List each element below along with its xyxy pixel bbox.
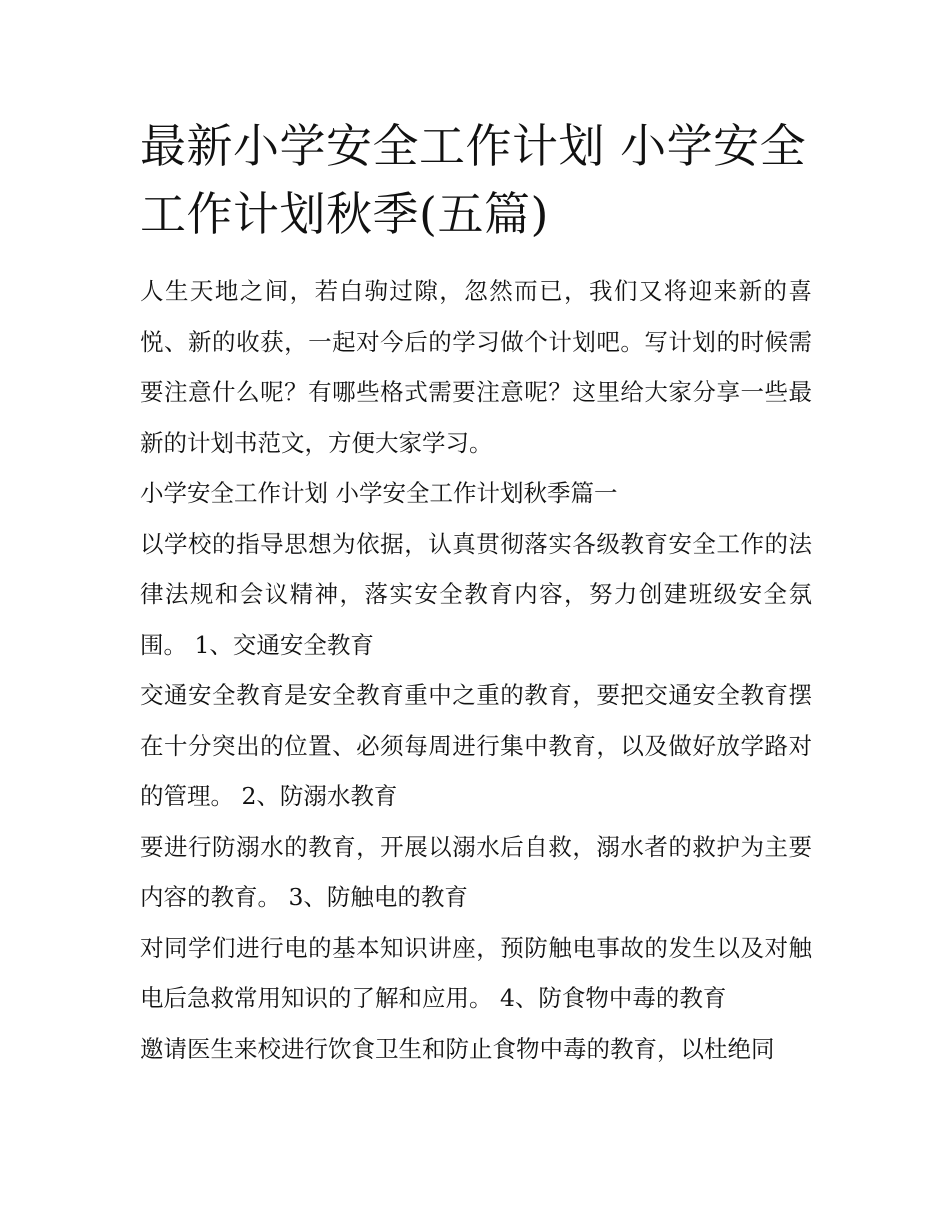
intro-paragraph: 人生天地之间，若白驹过隙，忽然而已，我们又将迎来新的喜悦、新的收获，一起对今后的学习做个计划吧。写计划的时候需要注意什么呢？有哪些格式需要注意呢？这里给大家分享一些最新的计划书范文，方便大家学习。: [140, 277, 812, 457]
body-paragraph: 对同学们进行电的基本知识讲座，预防触电事故的发生以及对触电后急救常用知识的了解和应用。 4、防食物中毒的教育: [140, 933, 812, 1012]
document-title: 最新小学安全工作计划 小学安全工作计划秋季(五篇): [140, 119, 807, 241]
body-paragraph: 要进行防溺水的教育，开展以溺水后自救，溺水者的救护为主要内容的教育。 3、防触电的教育: [140, 832, 812, 911]
body-paragraph: 以学校的指导思想为依据，认真贯彻落实各级教育安全工作的法律法规和会议精神，落实安全教育内容，努力创建班级安全氛围。 1、交通安全教育: [140, 529, 812, 659]
section-heading: 小学安全工作计划 小学安全工作计划秋季篇一: [140, 479, 618, 507]
body-paragraph: 交通安全教育是安全教育重中之重的教育，要把交通安全教育摆在十分突出的位置、必须每周进行集中教育，以及做好放学路对的管理。 2、防溺水教育: [140, 681, 812, 810]
document-page: [140, 112, 812, 1074]
body-paragraph: 邀请医生来校进行饮食卫生和防止食物中毒的教育，以杜绝同: [140, 1034, 775, 1063]
